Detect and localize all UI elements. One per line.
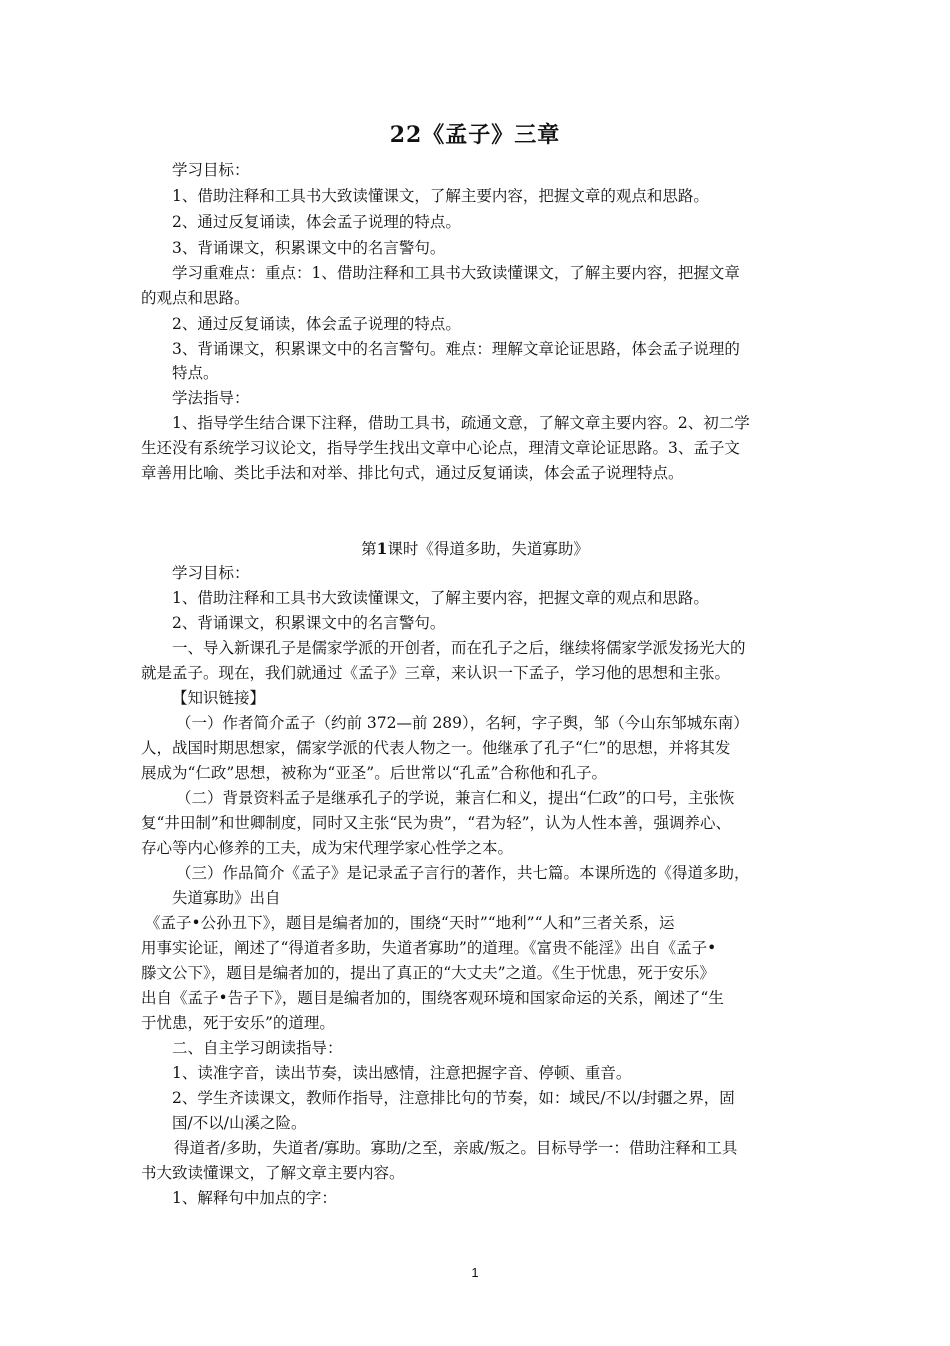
reading-line: 1、解释句中加点的字： [172,1189,337,1207]
method-line: 章善用比喻、类比手法和对举、排比句式，通过反复诵读，体会孟子说理特点。 [141,464,684,482]
document-title: 22《孟子》三章 [389,122,561,148]
lesson-goal-item: 1、借助注释和工具书大致读懂课文，了解主要内容，把握文章的观点和思路。 [172,589,709,607]
knowledge-heading: 【知识链接】 [172,689,266,707]
reading-line: 国/不以/山溪之险。 [172,1114,307,1132]
key-point-item: 特点。 [172,364,219,382]
author-line: （一）作者简介孟子（约前 372—前 289），名轲，字子舆，邹（今山东邹城东南） [176,714,749,732]
background-line: （二）背景资料孟子是继承孔子的学说，兼言仁和义，提出“仁政”的口号，主张恢 [176,789,735,807]
works-line: 滕文公下》，题目是编者加的，提出了真正的“大丈夫”之道。《生于忧患，死于安乐》 [141,964,715,982]
lesson-title: 第1课时《得道多助，失道寡助》 [361,539,589,558]
key-point-item: 3、背诵课文，积累课文中的名言警句。难点：理解文章论证思路，体会孟子说理的 [172,340,740,358]
lesson-goal-item: 2、背诵课文，积累课文中的名言警句。 [172,614,446,632]
works-line: 失道寡助》出自 [172,889,281,907]
method-heading: 学法指导： [172,389,250,407]
reading-heading: 二、自主学习朗读指导： [172,1039,343,1057]
lesson-goals-heading: 学习目标： [172,564,250,582]
key-points-line: 的观点和思路。 [141,289,250,307]
works-line: （三）作品简介《孟子》是记录孟子言行的著作，共七篇。本课所选的《得道多助， [176,864,750,882]
background-line: 存心等内心修养的工夫，成为宋代理学家心性学之本。 [141,839,514,857]
method-line: 生还没有系统学习议论文，指导学生找出文章中心论点，理清文章论证思路。3、孟子文 [141,439,740,457]
key-points-line: 学习重难点：重点：1、借助注释和工具书大致读懂课文，了解主要内容，把握文章 [172,264,740,282]
works-line: 出自《孟子•告子下》，题目是编者加的，围绕客观环境和国家命运的关系，阐述了“生 [141,989,724,1007]
works-line: 用事实论证，阐述了“得道者多助，失道者寡助”的道理。《富贵不能淫》出自《孟子• [141,939,717,957]
goal-item: 2、通过反复诵读，体会孟子说理的特点。 [172,213,461,231]
works-line: 《孟子•公孙丑下》，题目是编者加的，围绕“天时”“地利”“人和”三者关系，运 [145,914,675,932]
author-line: 人，战国时期思想家，儒家学派的代表人物之一。他继承了孔子“仁”的思想，并将其发 [141,739,731,757]
author-line: 展成为“仁政”思想，被称为“亚圣”。后世常以“孔孟”合称他和孔子。 [141,764,608,782]
goals-heading: 学习目标： [172,161,250,179]
key-point-item: 2、通过反复诵读，体会孟子说理的特点。 [172,315,461,333]
background-line: 复“井田制”和世卿制度，同时又主张“民为贵”，“君为轻”，认为人性本善，强调养心、 [141,814,732,832]
page-number: 1 [471,1265,479,1280]
reading-line: 2、学生齐读课文，教师作指导，注意排比句的节奏，如：域民/不以/封疆之界，固 [172,1089,735,1107]
reading-line: 得道者/多助，失道者/寡助。寡助/之至，亲戚/叛之。目标导学一：借助注释和工具 [174,1139,738,1157]
intro-line: 一、导入新课孔子是儒家学派的开创者，而在孔子之后，继续将儒家学派发扬光大的 [172,639,746,657]
reading-line: 书大致读懂课文，了解文章主要内容。 [141,1164,405,1182]
reading-line: 1、读准字音，读出节奏，读出感情，注意把握字音、停顿、重音。 [172,1064,632,1082]
works-line: 于忧患，死于安乐”的道理。 [141,1014,335,1032]
method-line: 1、指导学生结合课下注释，借助工具书，疏通文意，了解文章主要内容。2、初二学 [172,414,750,432]
goal-item: 1、借助注释和工具书大致读懂课文，了解主要内容，把握文章的观点和思路。 [172,187,709,205]
goal-item: 3、背诵课文，积累课文中的名言警句。 [172,239,446,257]
intro-line: 就是孟子。现在，我们就通过《孟子》三章，来认识一下孟子，学习他的思想和主张。 [141,664,731,682]
